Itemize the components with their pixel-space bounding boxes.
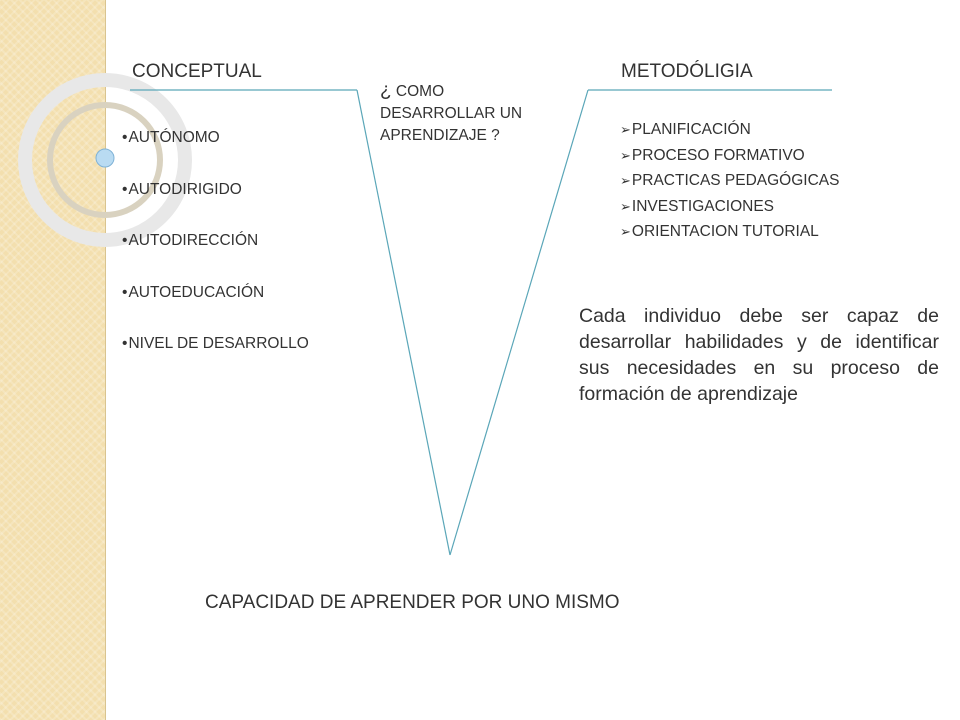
- footer-caption: CAPACIDAD DE APRENDER POR UNO MISMO: [205, 592, 620, 613]
- conceptual-list: [122, 128, 309, 386]
- list-item: ➢ PROCESO FORMATIVO: [620, 146, 839, 172]
- list-item: • AUTODIRIGIDO: [122, 180, 309, 232]
- right-diagonal-line: [450, 90, 588, 555]
- list-item: ➢ PRACTICAS PEDAGÓGICAS: [620, 171, 839, 197]
- question-line-2: DESARROLLAR UN: [380, 105, 523, 122]
- list-item: ➢ PLANIFICACIÓN: [620, 120, 839, 146]
- question-mark: ¿: [380, 80, 392, 101]
- center-question: [380, 80, 522, 147]
- methodology-heading: METODÓLIGIA: [621, 61, 753, 82]
- list-item: • AUTÓNOMO: [122, 128, 309, 180]
- question-line-1: COMO: [395, 83, 445, 100]
- question-line-3: APRENDIZAJE ?: [380, 127, 500, 144]
- methodology-list: [620, 120, 839, 248]
- list-item: • AUTODIRECCIÓN: [122, 231, 309, 283]
- conceptual-heading: CONCEPTUAL: [132, 61, 262, 82]
- list-item: ➢ INVESTIGACIONES: [620, 197, 839, 223]
- list-item: • AUTOEDUCACIÓN: [122, 283, 309, 335]
- list-item: • NIVEL DE DESARROLLO: [122, 334, 309, 386]
- description-paragraph: Cada individuo debe ser capaz de desarrollar habilidades y de identificar sus necesidades en su proceso de formación de aprendizaje: [579, 305, 939, 405]
- list-item: ➢ ORIENTACION TUTORIAL: [620, 222, 839, 248]
- left-diagonal-line: [357, 90, 450, 555]
